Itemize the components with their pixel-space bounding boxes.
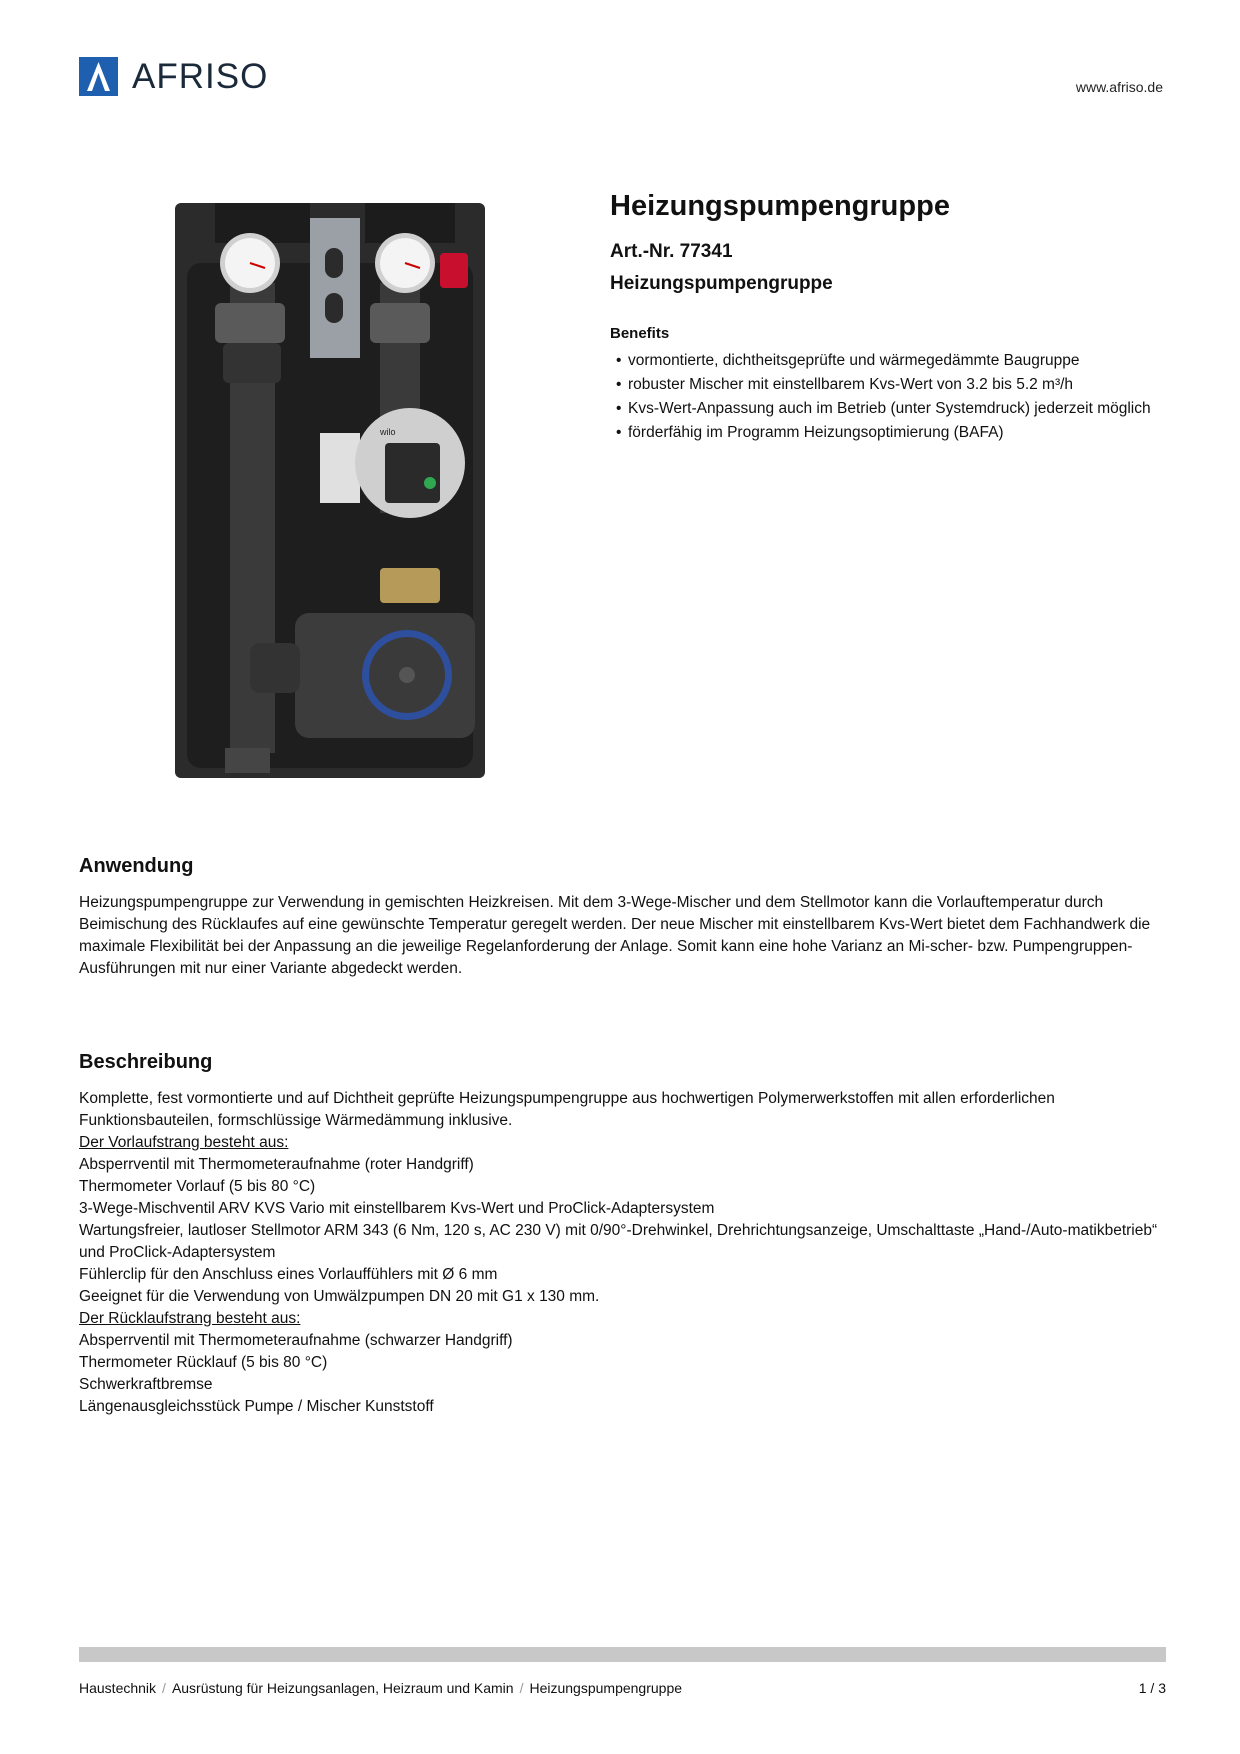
ruecklauf-heading: Der Rücklaufstrang besteht aus:	[79, 1310, 301, 1327]
anwendung-section	[79, 855, 1164, 980]
ruecklauf-item: Absperrventil mit Thermometeraufnahme (schwarzer Handgriff)	[79, 1332, 513, 1349]
benefits-list	[610, 351, 1170, 442]
product-image	[175, 203, 485, 778]
beschreibung-heading: Beschreibung	[79, 1051, 213, 1073]
website-link[interactable]: www.afriso.de	[1075, 79, 1163, 95]
vorlauf-item: Thermometer Vorlauf (5 bis 80 °C)	[79, 1178, 316, 1195]
ruecklauf-item: Längenausgleichsstück Pumpe / Mischer Kunststoff	[79, 1398, 434, 1415]
beschreibung-intro: Komplette, fest vormontierte und auf Dichtheit geprüfte Heizungspumpengruppe aus hochwertigen Polymerwerkstoffen mit allen erforderlichen Funktionsbauteilen, formschlüssige Wärmedämmung inklusive.	[79, 1090, 1055, 1129]
ruecklauf-item: Schwerkraftbremse	[79, 1376, 213, 1393]
breadcrumb	[79, 1680, 682, 1696]
vorlauf-heading: Der Vorlaufstrang besteht aus:	[79, 1134, 289, 1151]
vorlauf-item: Geeignet für die Verwendung von Umwälzpumpen DN 20 mit G1 x 130 mm.	[79, 1288, 600, 1305]
benefits-heading: Benefits	[610, 325, 670, 342]
anwendung-text: Heizungspumpengruppe zur Verwendung in gemischten Heizkreisen. Mit dem 3-Wege-Mischer und dem Stellmotor kann die Vorlauftemperatur durch Beimischung des Rücklaufes auf eine gewünschte Temperatur geregelt werden. Der neue Mischer mit einstellbarem Kvs-Wert bietet dem Fachhandwerk die maximale Flexibilität bei der Anpassung an die jeweilige Regelanforderung der Anlage. Somit kann eine hohe Varianz an Mi-scher- bzw. Pumpengruppen-Ausführungen mit nur einer Variante abgedeckt werden.	[79, 894, 1151, 977]
benefit-item: • vormontierte, dichtheitsgeprüfte und wärmegedämmte Baugruppe	[610, 351, 1170, 370]
benefit-item: • förderfähig im Programm Heizungsoptimierung (BAFA)	[610, 423, 1170, 442]
footer	[79, 1680, 1166, 1696]
page-number: 1 / 3	[1138, 1680, 1166, 1696]
product-subtitle: Heizungspumpengruppe	[610, 273, 833, 294]
footer-divider	[79, 1647, 1166, 1662]
breadcrumb-item[interactable]: Ausrüstung für Heizungsanlagen, Heizraum und Kamin	[171, 1680, 514, 1696]
breadcrumb-separator: /	[519, 1680, 524, 1696]
afriso-logo	[79, 57, 268, 96]
afriso-logo-icon	[79, 57, 118, 96]
vorlauf-item: Fühlerclip für den Anschluss eines Vorlauffühlers mit Ø 6 mm	[79, 1266, 498, 1283]
breadcrumb-separator: /	[162, 1680, 166, 1696]
benefit-item: • Kvs-Wert-Anpassung auch im Betrieb (unter Systemdruck) jederzeit möglich	[610, 399, 1170, 418]
anwendung-heading: Anwendung	[79, 855, 194, 877]
breadcrumb-item[interactable]: Haustechnik	[79, 1680, 157, 1696]
vorlauf-item: 3-Wege-Mischventil ARV KVS Vario mit einstellbarem Kvs-Wert und ProClick-Adaptersystem	[79, 1200, 715, 1217]
article-number: Art.-Nr. 77341	[610, 241, 733, 262]
pump-brand-label: wilo	[380, 427, 396, 437]
vorlauf-item: Wartungsfreier, lautloser Stellmotor ARM 343 (6 Nm, 120 s, AC 230 V) mit 0/90°-Drehwinkel, Drehrichtungsanzeige, Umschalttaste „Hand-/Auto-matikbetrieb“ und ProClick-Adaptersystem	[79, 1222, 1158, 1261]
beschreibung-section	[79, 1051, 1164, 1418]
benefit-item: • robuster Mischer mit einstellbarem Kvs-Wert von 3.2 bis 5.2 m³/h	[610, 375, 1170, 394]
ruecklauf-item: Thermometer Rücklauf (5 bis 80 °C)	[79, 1354, 328, 1371]
product-title: Heizungspumpengruppe	[610, 190, 950, 222]
product-info	[610, 190, 1170, 447]
vorlauf-item: Absperrventil mit Thermometeraufnahme (roter Handgriff)	[79, 1156, 474, 1173]
brand-name: AFRISO	[132, 56, 269, 96]
breadcrumb-item[interactable]: Heizungspumpengruppe	[529, 1680, 683, 1696]
